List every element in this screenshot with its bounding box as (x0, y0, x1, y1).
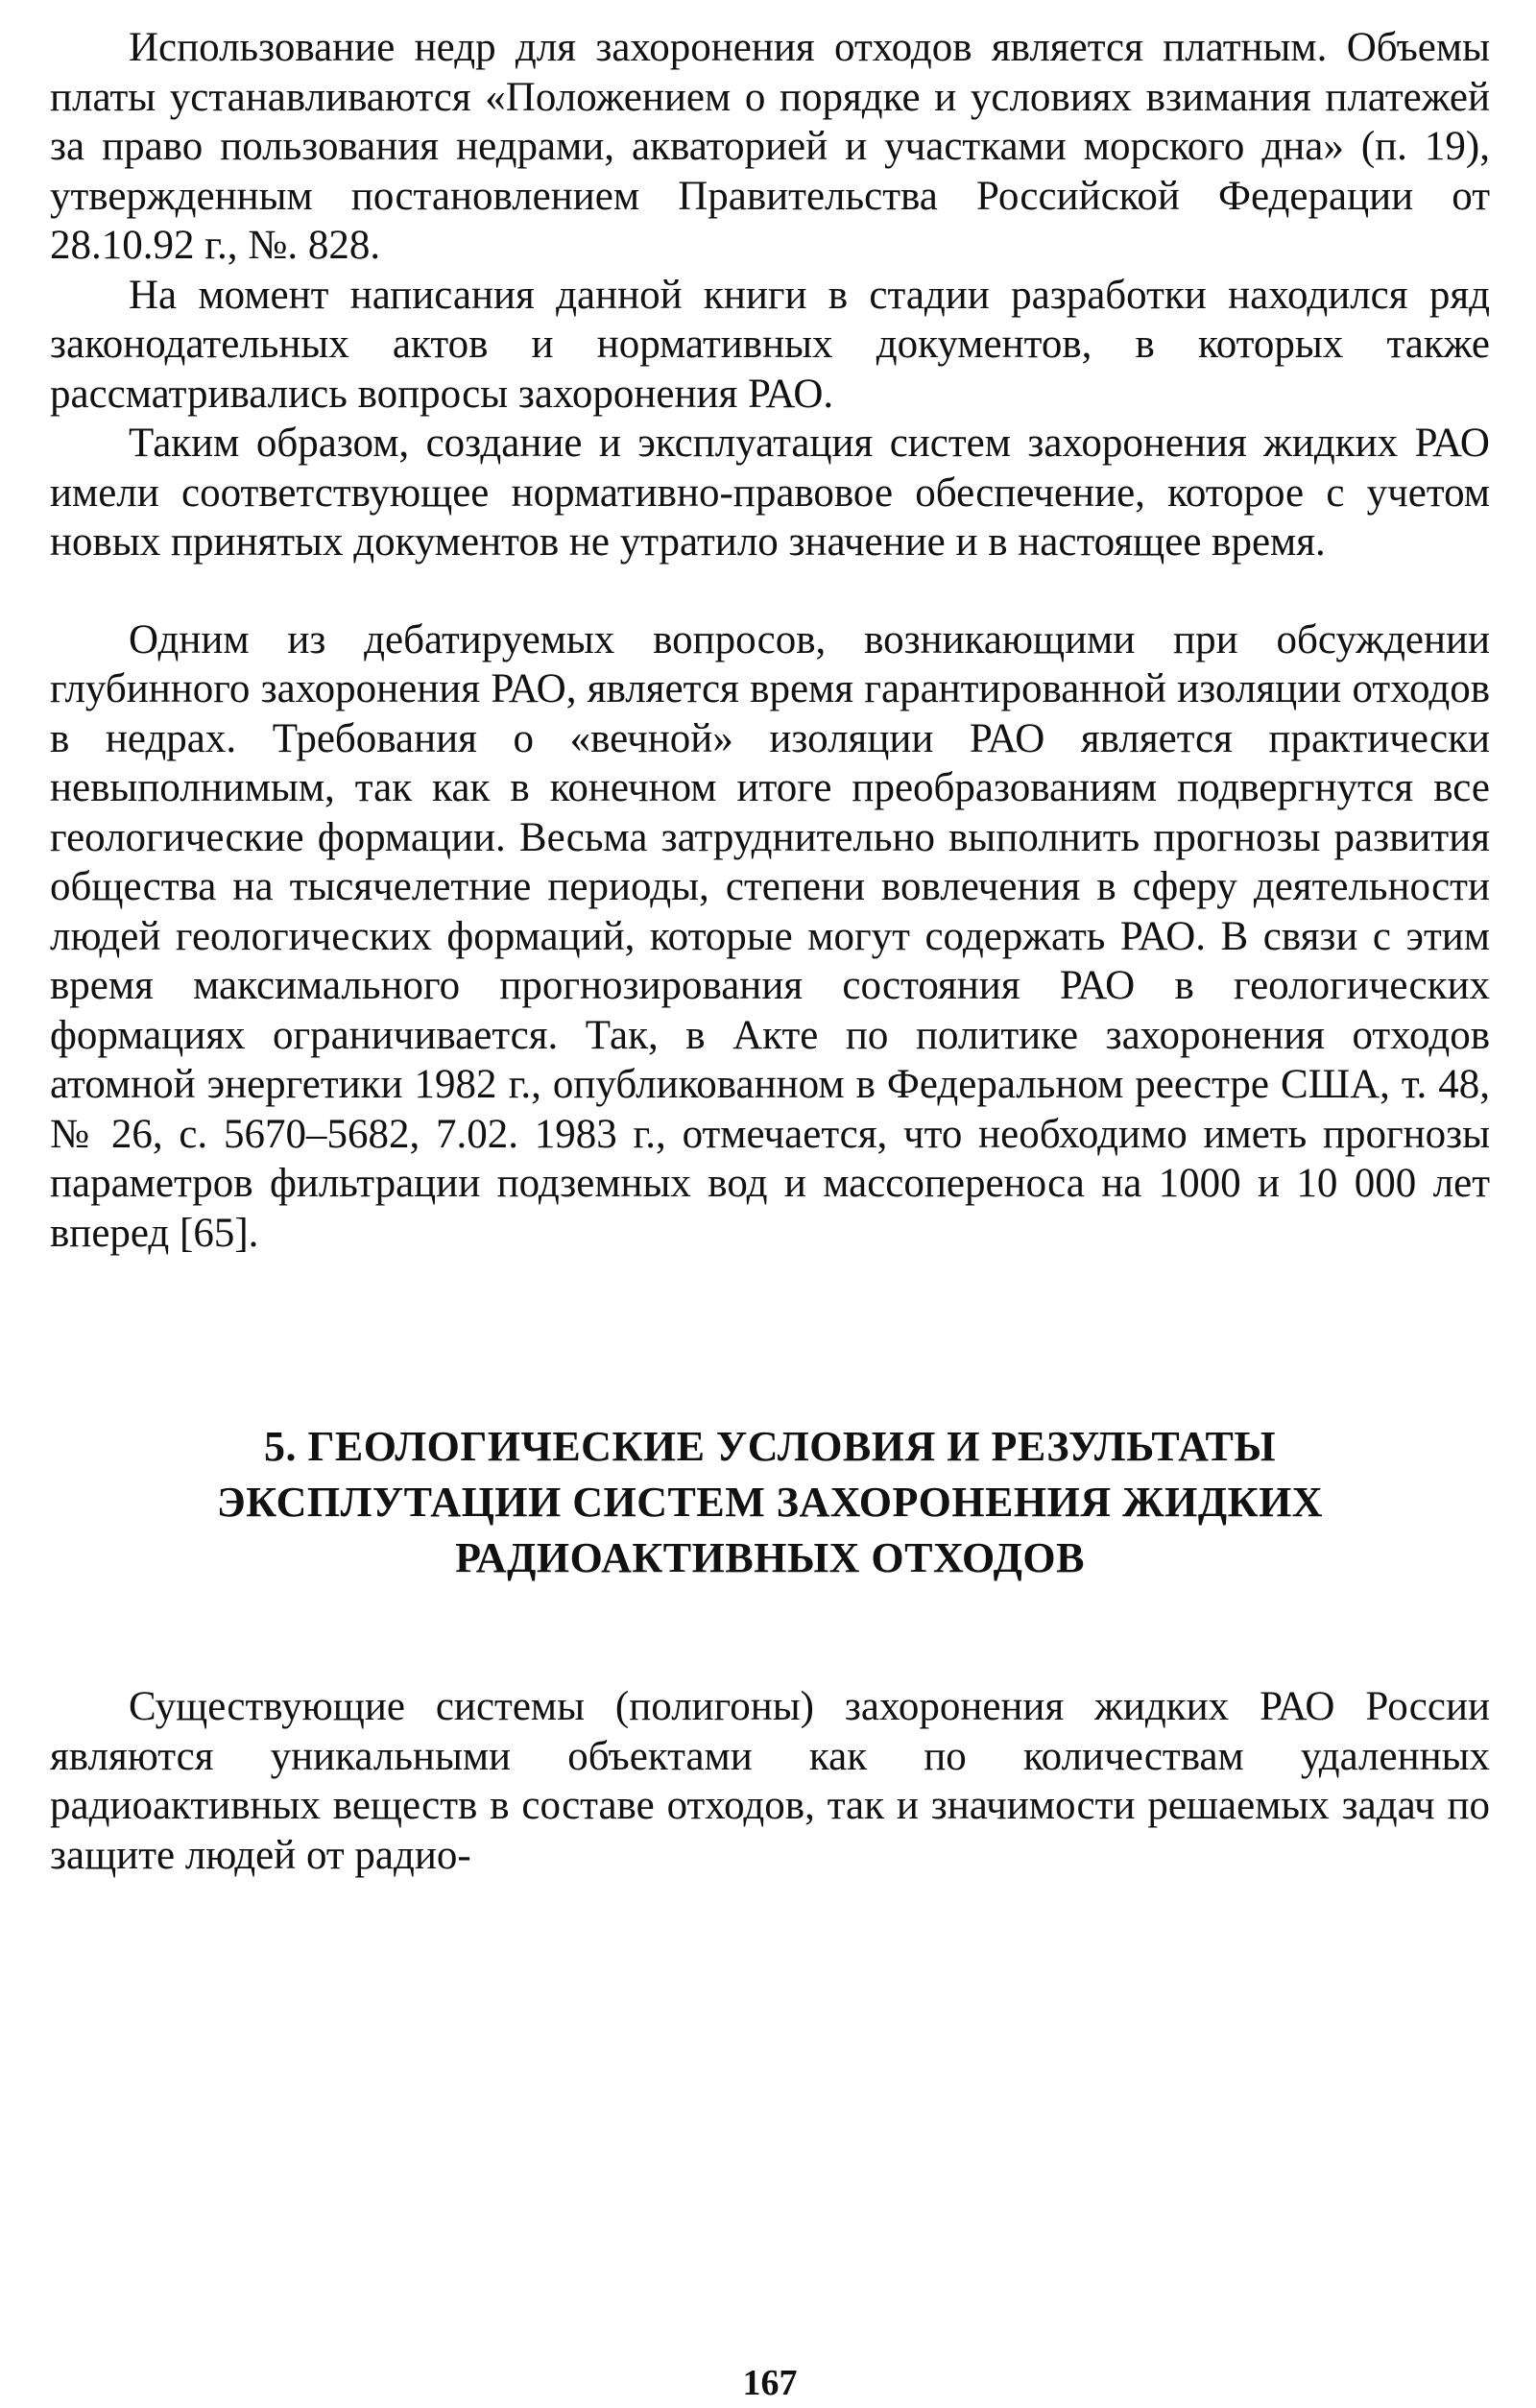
paragraph-isolation-time: Одним из дебатируемых вопросов, возникающими при обсуждении глубинного захоронения РАО, является время гарантированной изоляции отходов в недрах. Требования о «вечной» изоляции РАО является практически невыполнимым, так как в конечном итоге преобразованиям подвергнутся все геологические формации. Весьма затруднительно выполнить прогнозы развития общества на тысячелетние периоды, степени вовлечения в сферу деятельности людей геологических формаций, которые могут содержать РАО. В связи с этим время максимального прогнозирования состояния РАО в геологических формациях ограничивается. Так, в Акте по политике захоронения отходов атомной энергетики 1982 г., опубликованном в Федеральном реестре США, т. 48, № 26, с. 5670–5682, 7.02. 1983 г., отмечается, что необходимо иметь прогнозы параметров фильтрации подземных вод и массопереноса на 1000 и 10 000 лет вперед [65]. (50, 616, 1490, 1256)
spacer (50, 567, 1490, 615)
spacer (50, 1586, 1490, 1682)
paragraph-existing-systems: Существующие системы (полигоны) захоронения жидких РАО России являются уникальными объектами как по количествам удаленных радиоактивных веществ в составе отходов, так и значимости решаемых задач по защите людей от радио- (50, 1684, 1490, 1878)
section-heading-line-3: РАДИОАКТИВНЫХ ОТХОДОВ (455, 1534, 1085, 1581)
paragraph-payment: Использование недр для захоронения отходов является платным. Объемы платы устанавливаются «Положением о порядке и условиях взимания платежей за право пользования недрами, акваторией и участками морского дна» (п. 19), утвержденным постановлением Правительства Российской Федерации от 28.10.92 г., №. 828. (50, 25, 1490, 268)
section-heading-line-2: ЭКСПЛУТАЦИИ СИСТЕМ ЗАХОРОНЕНИЯ ЖИДКИХ (216, 1479, 1324, 1526)
section-heading-line-1: 5. ГЕОЛОГИЧЕСКИЕ УСЛОВИЯ И РЕЗУЛЬТАТЫ (263, 1423, 1277, 1470)
paragraph-conclusion: Таким образом, создание и эксплуатация систем захоронения жидких РАО имели соответствующее нормативно-правовое обеспечение, которое с учетом новых принятых документов не утратило значение и в настоящее время. (50, 421, 1490, 565)
paragraph-draft-acts: На момент написания данной книги в стадии разработки находился ряд законодательных актов и нормативных документов, в которых также рассматривались вопросы захоронения РАО. (50, 272, 1490, 417)
legal-basis-section (50, 23, 1490, 567)
section-heading (50, 1419, 1490, 1586)
page-number: 167 (742, 2363, 798, 2403)
spacer (50, 1258, 1490, 1419)
book-page (50, 23, 1490, 2403)
